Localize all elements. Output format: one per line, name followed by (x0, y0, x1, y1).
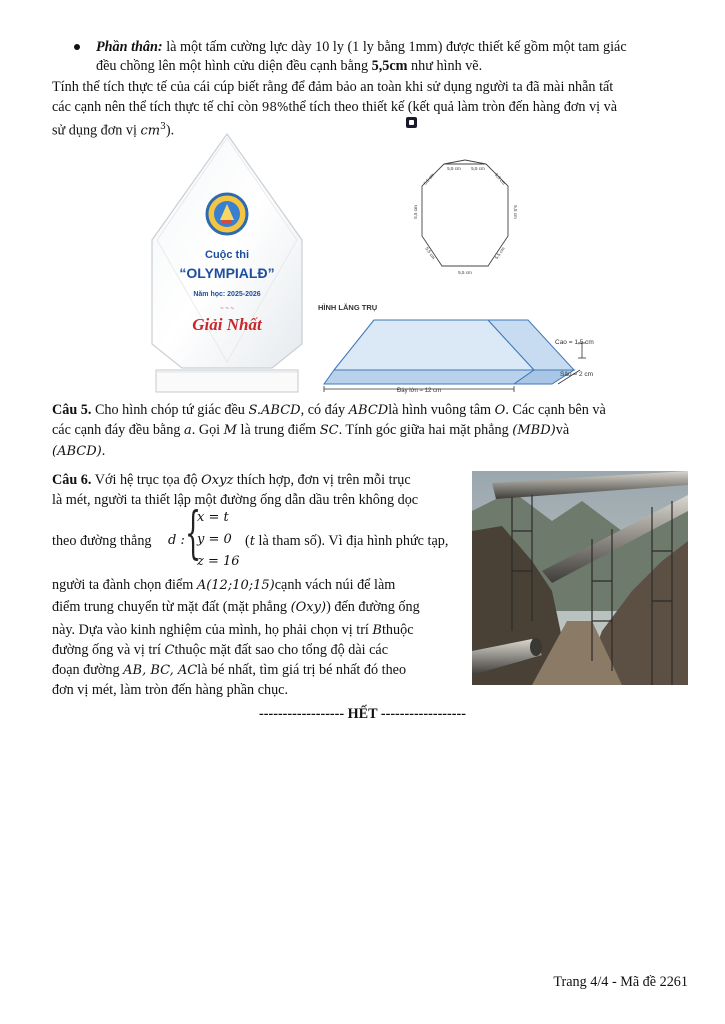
end-mark: ------------------ HẾT ------------------ (259, 706, 466, 722)
svg-text:5,5 cm: 5,5 cm (424, 246, 437, 261)
svg-text:5,5 cm: 5,5 cm (471, 166, 485, 171)
svg-text:5,5 cm: 5,5 cm (493, 246, 506, 261)
q6-line-3b: (t là tham số). Vì địa hình phức tạp, (245, 533, 449, 549)
bullet-icon (74, 44, 80, 50)
svg-text:5,5 cm: 5,5 cm (493, 172, 507, 186)
q5-label: Câu 5. (52, 402, 92, 418)
percent-value: 98% (261, 100, 289, 114)
prism-figure (312, 298, 620, 394)
q6-line-8: đoạn đường AB, BC, AClà bé nhất, tìm giá trị bé nhất đó theo (52, 662, 407, 678)
eq-z: z = 16 (197, 554, 240, 569)
svg-text:5,5 cm: 5,5 cm (513, 205, 518, 219)
eq-x: x = t (197, 510, 229, 525)
q6-label: Câu 6. (52, 472, 92, 488)
eq-y: y = 0 (197, 532, 232, 547)
q6-line-3a: theo đường thẳng (52, 533, 152, 549)
side-length-highlight: 5,5cm (371, 58, 408, 74)
prism-height: Cao = 1,5 cm (555, 339, 594, 346)
task-line-1: Tính thể tích thực tế của cái cúp biết rằng để đảm bảo an toàn khi sử dụng người ta đã mài nhẵn tất (52, 79, 614, 95)
trophy-name: “OLYMPIALĐ” (179, 265, 275, 281)
phan-than-line-2: đều chồng lên một hình cửu diện đều cạnh bằng 5,5cm như hình vẽ. (96, 58, 483, 74)
svg-text:5,5 cm: 5,5 cm (422, 172, 436, 186)
phan-than-line-1: Phần thân: là một tấm cường lực dày 10 ly (1 ly bằng 1mm) được thiết kế gồm một tam giác (96, 39, 627, 55)
trophy-figure (142, 132, 312, 394)
q6-line-2: là mét, người ta thiết lập một đường ống dẫn dầu trên không dọc (52, 492, 419, 508)
unit: cm (140, 123, 161, 139)
school-logo-icon (207, 194, 247, 234)
q6-line-5: điểm trung chuyển từ mặt đất (mặt phẳng (Oxy)) đến đường ống (52, 599, 420, 615)
page-footer: Trang 4/4 - Mã đề 2261 (553, 974, 688, 990)
q5-line-1: Câu 5. Cho hình chóp tứ giác đều S.ABCD, có đáy ABCDlà hình vuông tâm O. Các cạnh bên và (52, 402, 606, 418)
nonagon-figure (404, 158, 532, 288)
q6-line-6: này. Dựa vào kinh nghiệm của mình, họ phải chọn vị trí Bthuộc (52, 622, 414, 638)
svg-text:5,5 cm: 5,5 cm (447, 166, 461, 171)
trophy-year: Năm học: 2025-2026 (193, 291, 261, 298)
line-d-label: d : (168, 533, 185, 548)
prism-title: HÌNH LĂNG TRỤ (318, 303, 378, 312)
task-line-2: các cạnh nên thể tích thực tế chỉ còn 98%thể tích theo thiết kế (kết quả làm tròn đến hàng đơn vị và (52, 99, 618, 115)
system-brace: { (185, 501, 202, 566)
prism-base: Đáy lớn = 12 cm (396, 388, 442, 394)
q6-line-7: đường ống và vị trí Cthuộc mặt đất sao cho tổng độ dài các (52, 642, 389, 658)
q5-line-3: (ABCD). (52, 443, 106, 459)
q5-line-2: các cạnh đáy đều bằng a. Gọi M là trung điểm SC. Tính góc giữa hai mặt phẳng (MBD)và (52, 422, 570, 438)
image-marker-icon (406, 117, 417, 128)
pipeline-photo (472, 471, 688, 685)
trophy-prize: Giải Nhất (192, 315, 262, 334)
svg-text:5,5 cm: 5,5 cm (413, 205, 418, 219)
trophy-ornament: ~ ~ ~ (220, 306, 234, 312)
task-line-3: sử dụng đơn vị $cm^3$). (52, 122, 175, 139)
q6-line-4: người ta đành chọn điểm A(12;10;15)cạnh vách núi để làm (52, 577, 396, 593)
trophy-contest: Cuộc thi (205, 249, 249, 261)
svg-text:5,5 cm: 5,5 cm (458, 270, 472, 275)
prism-depth: Sâu = 2 cm (560, 371, 594, 378)
phan-than-label: Phần thân: (96, 39, 163, 55)
q6-line-9: đơn vị mét, làm tròn đến hàng phần chục. (52, 682, 289, 698)
q6-line-1: Câu 6. Với hệ trục tọa độ Oxyz thích hợp, đơn vị trên mỗi trục (52, 472, 411, 488)
